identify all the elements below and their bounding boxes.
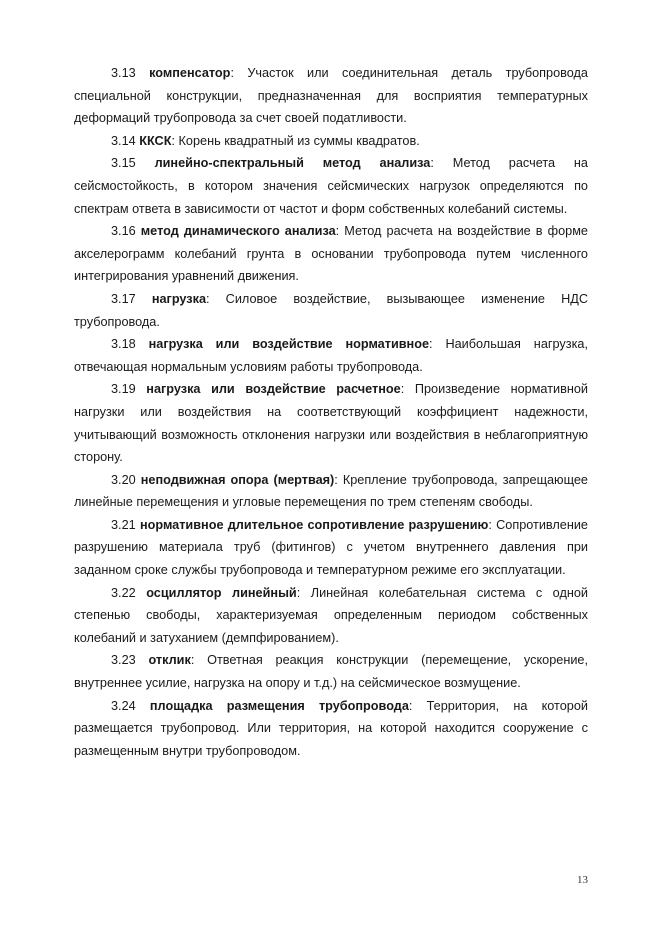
term-definition: Метод расчета на сейсмостойкость, в котором значения сейсмических нагрузок определяются по спектрам ответа в зависимости от частот и форм собственных колебаний системы. xyxy=(74,156,588,216)
term-paragraph: 3.23 отклик: Ответная реакция конструкции (перемещение, ускорение, внутреннее усилие, нагрузка на опору и т.д.) на сейсмическое возмущение. xyxy=(74,653,588,691)
term-name: метод динамического анализа xyxy=(140,224,336,239)
term-name: неподвижная опора (мертвая) xyxy=(140,472,335,487)
term-paragraph: 3.24 площадка размещения трубопровода: Территория, на которой размещается трубопровод. Или территория, на которой находится сооружение с размещенным внутри трубопроводом. xyxy=(74,698,588,758)
term-paragraph: 3.13 компенсатор: Участок или соединительная деталь трубопровода специальной конструкции, предназначенная для восприятия температурных деформаций трубопровода за счет своей податливости. xyxy=(74,66,588,126)
term-paragraph: 3.17 нагрузка: Силовое воздействие, вызывающее изменение НДС трубопровода. xyxy=(74,291,588,329)
term-name: компенсатор xyxy=(149,66,231,80)
term-name: нагрузка или воздействие нормативное xyxy=(148,337,430,352)
term-name: площадка размещения трубопровода xyxy=(149,698,409,713)
term-paragraph: 3.21 нормативное длительное сопротивление разрушению: Сопротивление разрушению материала труб (фитингов) с учетом внутреннего давления при заданном сроке службы трубопровода и температурном режиме его эксплуатации. xyxy=(74,517,588,578)
term-paragraph: 3.22 осциллятор линейный: Линейная колебательная система с одной степенью свободы, характеризуемая определенным периодом собственных колебаний и затуханием (демпфированием). xyxy=(74,585,588,645)
term-paragraph: 3.14 ККСК: Корень квадратный из суммы квадратов. xyxy=(111,133,420,148)
term-paragraph: 3.19 нагрузка или воздействие расчетное: Произведение нормативной нагрузки или воздействия на соответствующий коэффициент надежности, учитывающий возможность отклонения нагрузки или воздействия в неблагоприятную сторону. xyxy=(74,382,588,465)
term-name: отклик xyxy=(148,653,191,668)
term-paragraph: 3.15 линейно-спектральный метод анализа: Метод расчета на сейсмостойкость, в котором значения сейсмических нагрузок определяются по спектрам ответа в зависимости от частот и форм собственных колебаний системы. xyxy=(74,156,588,216)
term-number: 3.20 xyxy=(111,472,136,487)
term-name: ККСК xyxy=(139,133,172,148)
term-paragraph: 3.20 неподвижная опора (мертвая): Крепление трубопровода, запрещающее линейные перемещения и угловые перемещения по трем степеням свободы. xyxy=(74,472,588,510)
term-definition: Наибольшая нагрузка, отвечающая нормальным условиям работы трубопровода. xyxy=(74,337,588,374)
page-number: 13 xyxy=(577,874,588,886)
term-definition: Участок или соединительная деталь трубопровода специальной конструкции, предназначенная для восприятия температурных деформаций трубопровода за счет своей податливости. xyxy=(74,66,588,126)
term-definition: Территория, на которой размещается трубопровод. Или территория, на которой находится сооружение с размещенным внутри трубопроводом. xyxy=(74,698,588,758)
term-number: 3.24 xyxy=(111,698,136,713)
term-number: 3.15 xyxy=(111,156,136,171)
term-number: 3.13 xyxy=(111,66,136,80)
term-number: 3.18 xyxy=(111,337,136,352)
term-definition: Произведение нормативной нагрузки или воздействия на соответствующий коэффициент надежности, учитывающий возможность отклонения нагрузки или воздействия в неблагоприятную сторону. xyxy=(74,382,588,465)
term-number: 3.16 xyxy=(111,224,136,239)
term-definition: Крепление трубопровода, запрещающее линейные перемещения и угловые перемещения по трем степеням свободы. xyxy=(74,472,588,510)
term-definition: Метод расчета на воздействие в форме акселерограмм колебаний грунта в основании трубопровода путем численного интегрирования уравнений движения. xyxy=(74,224,588,284)
term-paragraph: 3.16 метод динамического анализа: Метод расчета на воздействие в форме акселерограмм колебаний грунта в основании трубопровода путем численного интегрирования уравнений движения. xyxy=(74,224,588,284)
term-name: нагрузка xyxy=(151,291,207,306)
term-number: 3.17 xyxy=(111,291,136,306)
term-definition: Корень квадратный из суммы квадратов. xyxy=(178,133,420,148)
term-definition: Сопротивление разрушению материала труб (фитингов) с учетом внутреннего давления при заданном сроке службы трубопровода и температурном режиме его эксплуатации. xyxy=(74,517,588,578)
term-definition: Ответная реакция конструкции (перемещение, ускорение, внутреннее усилие, нагрузка на опору и т.д.) на сейсмическое возмущение. xyxy=(74,653,588,691)
term-number: 3.22 xyxy=(111,585,136,600)
term-paragraph: 3.18 нагрузка или воздействие нормативное: Наибольшая нагрузка, отвечающая нормальным условиям работы трубопровода. xyxy=(74,337,588,374)
term-definition: Силовое воздействие, вызывающее изменение НДС трубопровода. xyxy=(74,291,588,329)
term-name: нормативное длительное сопротивление разрушению xyxy=(139,517,489,532)
term-name: нагрузка или воздействие расчетное xyxy=(146,382,401,397)
term-number: 3.14 xyxy=(111,133,136,148)
term-name: осциллятор линейный xyxy=(146,585,297,600)
term-definition: Линейная колебательная система с одной степенью свободы, характеризуемая определенным периодом собственных колебаний и затуханием (демпфированием). xyxy=(74,585,588,645)
term-number: 3.23 xyxy=(111,653,136,668)
term-number: 3.19 xyxy=(111,382,136,397)
terms-list xyxy=(74,62,588,762)
term-number: 3.21 xyxy=(111,517,136,532)
term-name: линейно-спектральный метод анализа xyxy=(154,156,431,171)
